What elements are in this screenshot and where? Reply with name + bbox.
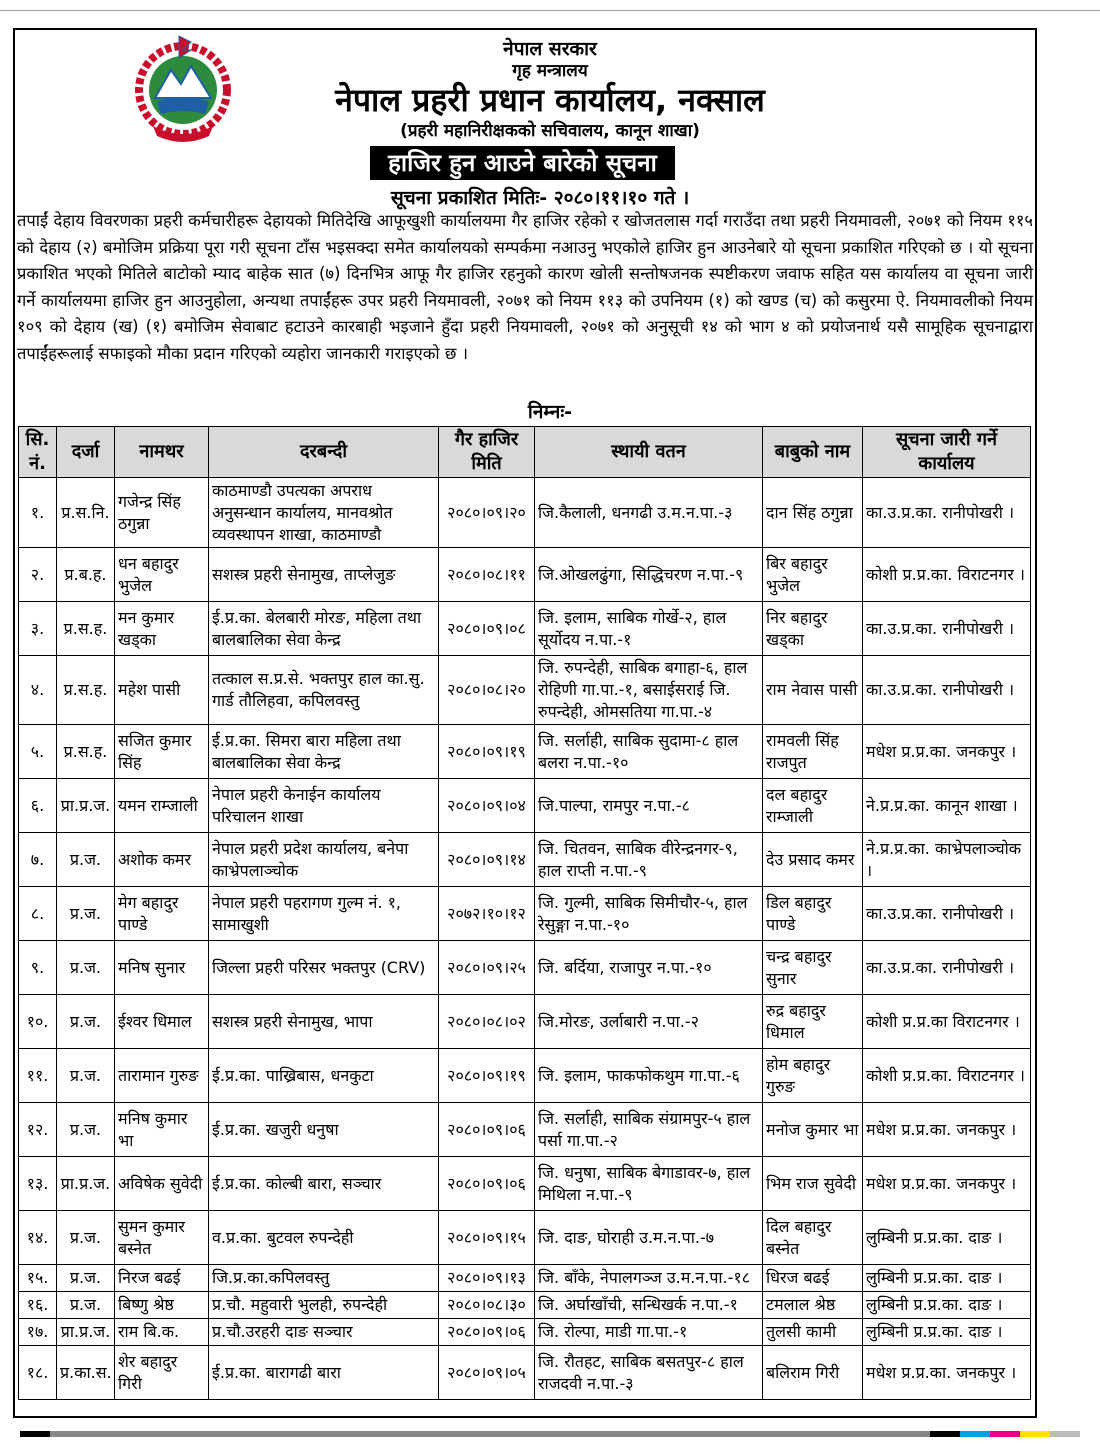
table-cell: ५.: [19, 725, 57, 779]
table-cell: मनिष कुमार भा: [115, 1103, 209, 1157]
table-cell: ने.प्र.प्र.का. कानून शाखा ।: [863, 779, 1031, 833]
table-cell: सशस्त्र प्रहरी सेनामुख, भापा: [209, 995, 439, 1049]
table-cell: जि. सर्लाही, साबिक संग्रामपुर-५ हाल पर्सा गा.पा.-२: [535, 1103, 763, 1157]
col-header: बाबुको नाम: [763, 427, 863, 478]
table-cell: २०८०।०८।२०: [439, 656, 535, 725]
top-rule: [0, 10, 1100, 11]
table-cell: २.: [19, 548, 57, 602]
table-row: [19, 1211, 1031, 1265]
office-title: नेपाल प्रहरी प्रधान कार्यालय, नक्साल: [335, 81, 765, 119]
table-cell: १५.: [19, 1265, 57, 1292]
table-cell: धन बहादुर भुजेल: [115, 548, 209, 602]
table-cell: का.उ.प्र.का. रानीपोखरी ।: [863, 656, 1031, 725]
table-cell: लुम्बिनी प्र.प्र.का. दाङ ।: [863, 1211, 1031, 1265]
table-cell: जि.ओखलढुंगा, सिद्धिचरण न.पा.-९: [535, 548, 763, 602]
table-cell: मनोज कुमार भा: [763, 1103, 863, 1157]
table-cell: ई.प्र.का. खजुरी धनुषा: [209, 1103, 439, 1157]
gov-name: नेपाल सरकार: [503, 38, 597, 60]
table-cell: ९.: [19, 941, 57, 995]
table-cell: ६.: [19, 779, 57, 833]
table-cell: राम नेवास पासी: [763, 656, 863, 725]
table-cell: प्र.ज.: [57, 887, 115, 941]
table-cell: प्र.ज.: [57, 1103, 115, 1157]
table-row: [19, 1157, 1031, 1211]
table-cell: सजित कुमार सिंह: [115, 725, 209, 779]
table-cell: २०८०।०९।०४: [439, 779, 535, 833]
table-cell: प्र.ज.: [57, 995, 115, 1049]
table-cell: १.: [19, 478, 57, 548]
table-cell: ७.: [19, 833, 57, 887]
table-cell: ई.प्र.का. पाख्रिबास, धनकुटा: [209, 1049, 439, 1103]
published-date: सूचना प्रकाशित मितिः- २०८०।११।१० गते ।: [390, 187, 690, 209]
table-cell: प्रा.प्र.ज.: [57, 779, 115, 833]
table-cell: २०८०।०८।३०: [439, 1292, 535, 1319]
table-cell: शेर बहादुर गिरी: [115, 1346, 209, 1400]
table-cell: प्र.स.ह.: [57, 725, 115, 779]
table-cell: ११.: [19, 1049, 57, 1103]
table-cell: दान सिंह ठगुन्ना: [763, 478, 863, 548]
table-cell: नेपाल प्रहरी पहरागण गुल्म नं. १, सामाखुशी: [209, 887, 439, 941]
table-cell: प्र.स.नि.: [57, 478, 115, 548]
table-cell: प्र.ब.ह.: [57, 548, 115, 602]
table-cell: जि. रुपन्देही, साबिक बगाहा-६, हाल रोहिणी गा.पा.-१, बसाईसराई जि. रुपन्देही, ओमसतिया गा.पा.-४: [535, 656, 763, 725]
table-row: [19, 1346, 1031, 1400]
table-cell: व.प्र.का. बुटवल रुपन्देही: [209, 1211, 439, 1265]
table-cell: जि. इलाम, साबिक गोर्खे-२, हाल सूर्योदय न.पा.-१: [535, 602, 763, 656]
table-cell: जि.प्र.का.कपिलवस्तु: [209, 1265, 439, 1292]
table-cell: जि. बाँके, नेपालगञ्ज उ.म.न.पा.-१८: [535, 1265, 763, 1292]
table-cell: जि.मोरङ, उर्लाबारी न.पा.-२: [535, 995, 763, 1049]
table-cell: २०८०।०९।०६: [439, 1319, 535, 1346]
table-cell: बलिराम गिरी: [763, 1346, 863, 1400]
table-cell: जि. धनुषा, साबिक बेगाडावर-७, हाल मिथिला न.पा.-९: [535, 1157, 763, 1211]
col-header: गैर हाजिर मिति: [439, 427, 535, 478]
table-cell: प्र.ज.: [57, 1049, 115, 1103]
table-cell: देउ प्रसाद कमर: [763, 833, 863, 887]
col-header: स्थायी वतन: [535, 427, 763, 478]
table-cell: प्र.ज.: [57, 1265, 115, 1292]
table-cell: तुलसी कामी: [763, 1319, 863, 1346]
table-cell: २०८०।०९।१९: [439, 1049, 535, 1103]
table-cell: २०८०।०९।०५: [439, 1346, 535, 1400]
table-cell: महेश पासी: [115, 656, 209, 725]
below-label: निम्नः-: [527, 401, 573, 423]
table-cell: २०८०।०९।०६: [439, 1157, 535, 1211]
table-cell: डिल बहादुर पाण्डे: [763, 887, 863, 941]
table-cell: सुमन कुमार बस्नेत: [115, 1211, 209, 1265]
table-row: [19, 656, 1031, 725]
table-cell: तत्काल स.प्र.से. भक्तपुर हाल का.सु. गार्ड तौलिहवा, कपिलवस्तु: [209, 656, 439, 725]
table-cell: मधेश प्र.प्र.का. जनकपुर ।: [863, 725, 1031, 779]
table-cell: २०८०।०९।१९: [439, 725, 535, 779]
table-cell: २०७२।१०।१२: [439, 887, 535, 941]
table-cell: रुद्र बहादुर धिमाल: [763, 995, 863, 1049]
table-cell: का.उ.प्र.का. रानीपोखरी ।: [863, 478, 1031, 548]
table-cell: लुम्बिनी प्र.प्र.का. दाङ ।: [863, 1319, 1031, 1346]
table-cell: टमलाल श्रेष्ठ: [763, 1292, 863, 1319]
col-header: सि. नं.: [19, 427, 57, 478]
table-cell: २०८०।०८।११: [439, 548, 535, 602]
table-cell: ४.: [19, 656, 57, 725]
table-cell: होम बहादुर गुरुङ: [763, 1049, 863, 1103]
print-color-bar: [20, 1431, 1080, 1437]
table-row: [19, 779, 1031, 833]
table-cell: ई.प्र.का. बारागढी बारा: [209, 1346, 439, 1400]
table-cell: तारामान गुरुङ: [115, 1049, 209, 1103]
table-row: [19, 995, 1031, 1049]
table-cell: ईश्वर धिमाल: [115, 995, 209, 1049]
col-header: दरबन्दी: [209, 427, 439, 478]
table-cell: चन्द्र बहादुर सुनार: [763, 941, 863, 995]
table-cell: १७.: [19, 1319, 57, 1346]
table-cell: कोशी प्र.प्र.का विराटनगर ।: [863, 995, 1031, 1049]
table-cell: का.उ.प्र.का. रानीपोखरी ।: [863, 602, 1031, 656]
table-cell: ई.प्र.का. कोल्बी बारा, सञ्चार: [209, 1157, 439, 1211]
table-cell: प्र.चौ.उरहरी दाङ सञ्चार: [209, 1319, 439, 1346]
table-cell: ई.प्र.का. बेलबारी मोरङ, महिला तथा बालबालिका सेवा केन्द्र: [209, 602, 439, 656]
notice-body: तपाईं देहाय विवरणका प्रहरी कर्मचारीहरू देहायको मितिदेखि आफूखुशी कार्यालयमा गैर हाजिर रहेको र खोजतलास गर्दा गराउँदा तथा प्रहरी नियमावली, २०७१ को नियम ११५ को देहाय (२) बमोजिम प्रक्रिया पूरा गरी सूचना टाँस भइसक्दा समेत कार्यालयको सम्पर्कमा नआउनु भएकोले हाजिर हुन आउनेबारे यो सूचना प्रकाशित गरिएको छ । यो सूचना प्रकाशित भएको मितिले बाटोको म्याद बाहेक सात (७) दिनभित्र आफू गैर हाजिर रहनुको कारण खोली सन्तोषजनक स्पष्टीकरण जवाफ सहित यस कार्यालय वा सूचना जारी गर्ने कार्यालयमा हाजिर हुन आउनुहोला, अन्यथा तपाईंहरू उपर प्रहरी नियमावली, २०७१ को नियम ११३ को उपनियम (१) को खण्ड (च) को कसुरमा ऐ. नियमावलीको नियम १०९ को देहाय (ख) (१) बमोजिम सेवाबाट हटाउने कारबाही भइजाने हुँदा प्रहरी नियमावली, २०७१ को अनुसूची १४ को भाग ४ को प्रयोजनार्थ यसै सामूहिक सूचनाद्वारा तपाईंहरूलाई सफाइको मौका प्रदान गरिएको व्यहोरा जानकारी गराइएको छ ।: [17, 211, 1033, 363]
table-cell: जि. रौतहट, साबिक बसतपुर-८ हाल राजदवी न.पा.-३: [535, 1346, 763, 1400]
table-cell: भिम राज सुवेदी: [763, 1157, 863, 1211]
table-cell: जि. चितवन, साबिक वीरेन्द्रनगर-९, हाल राप्ती न.पा.-९: [535, 833, 763, 887]
table-cell: मधेश प्र.प्र.का. जनकपुर ।: [863, 1157, 1031, 1211]
table-row: [19, 887, 1031, 941]
table-cell: जि. सर्लाही, साबिक सुदामा-८ हाल बलरा न.पा.-१०: [535, 725, 763, 779]
table-cell: निरज बढई: [115, 1265, 209, 1292]
table-cell: ई.प्र.का. सिमरा बारा महिला तथा बालबालिका सेवा केन्द्र: [209, 725, 439, 779]
table-row: [19, 1103, 1031, 1157]
table-cell: निर बहादुर खड्का: [763, 602, 863, 656]
table-cell: लुम्बिनी प्र.प्र.का. दाङ ।: [863, 1292, 1031, 1319]
table-cell: बिष्णु श्रेष्ठ: [115, 1292, 209, 1319]
table-row: [19, 1265, 1031, 1292]
table-cell: प्र.ज.: [57, 1211, 115, 1265]
ministry-name: गृह मन्त्रालय: [512, 61, 588, 81]
table-row: [19, 1319, 1031, 1346]
table-cell: धिरज बढई: [763, 1265, 863, 1292]
table-cell: प्र.का.स.: [57, 1346, 115, 1400]
table-cell: बिर बहादुर भुजेल: [763, 548, 863, 602]
table-row: [19, 725, 1031, 779]
table-row: [19, 833, 1031, 887]
table-cell: मधेश प्र.प्र.का. जनकपुर ।: [863, 1103, 1031, 1157]
table-cell: १३.: [19, 1157, 57, 1211]
table-cell: नेपाल प्रहरी प्रदेश कार्यालय, बनेपा काभ्रेपलाञ्चोक: [209, 833, 439, 887]
table-row: [19, 602, 1031, 656]
table-cell: का.उ.प्र.का. रानीपोखरी ।: [863, 941, 1031, 995]
table-cell: प्र.स.ह.: [57, 602, 115, 656]
table-cell: जिल्ला प्रहरी परिसर भक्तपुर (CRV): [209, 941, 439, 995]
table-row: [19, 1049, 1031, 1103]
table-cell: ८.: [19, 887, 57, 941]
table-cell: जि. अर्घाखाँची, सन्धिखर्क न.पा.-१: [535, 1292, 763, 1319]
col-header: नामथर: [115, 427, 209, 478]
col-header: सूचना जारी गर्ने कार्यालय: [863, 427, 1031, 478]
table-cell: मधेश प्र.प्र.का. जनकपुर ।: [863, 1346, 1031, 1400]
table-cell: रामवली सिंह राजपुत: [763, 725, 863, 779]
table-cell: प्र.ज.: [57, 1292, 115, 1319]
table-cell: राम बि.क.: [115, 1319, 209, 1346]
table-cell: २०८०।०९।२५: [439, 941, 535, 995]
table-cell: २०८०।०८।०२: [439, 995, 535, 1049]
table-cell: २०८०।०९।१४: [439, 833, 535, 887]
table-cell: दल बहादुर राम्जाली: [763, 779, 863, 833]
table-cell: जि. दाङ, घोराही उ.म.न.पा.-७: [535, 1211, 763, 1265]
notice-title-banner: हाजिर हुन आउने बारेको सूचना: [370, 146, 675, 180]
absentee-table: [18, 426, 1031, 1400]
table-cell: १८.: [19, 1346, 57, 1400]
table-cell: २०८०।०९।०६: [439, 1103, 535, 1157]
table-cell: प्र.ज.: [57, 833, 115, 887]
table-cell: गजेन्द्र सिंह ठगुन्ना: [115, 478, 209, 548]
table-row: [19, 1292, 1031, 1319]
nepal-emblem-icon: [135, 32, 231, 148]
table-cell: जि. बर्दिया, राजापुर न.पा.-१०: [535, 941, 763, 995]
table-row: [19, 478, 1031, 548]
table-cell: प्रा.प्र.ज.: [57, 1157, 115, 1211]
table-cell: यमन राम्जाली: [115, 779, 209, 833]
table-cell: कोशी प्र.प्र.का. विराटनगर ।: [863, 1049, 1031, 1103]
table-row: [19, 941, 1031, 995]
table-cell: प्रा.प्र.ज.: [57, 1319, 115, 1346]
table-cell: मन कुमार खड्का: [115, 602, 209, 656]
table-cell: ३.: [19, 602, 57, 656]
table-cell: २०८०।०९।१५: [439, 1211, 535, 1265]
table-cell: १२.: [19, 1103, 57, 1157]
table-header-row: [19, 427, 1031, 478]
table-cell: नेपाल प्रहरी केनाईन कार्यालय परिचालन शाखा: [209, 779, 439, 833]
table-cell: सशस्त्र प्रहरी सेनामुख, ताप्लेजुङ: [209, 548, 439, 602]
table-cell: लुम्बिनी प्र.प्र.का. दाङ ।: [863, 1265, 1031, 1292]
table-cell: प्र.चौ. महुवारी भुलही, रुपन्देही: [209, 1292, 439, 1319]
table-cell: जि.पाल्पा, रामपुर न.पा.-८: [535, 779, 763, 833]
table-cell: मनिष सुनार: [115, 941, 209, 995]
table-cell: काठमाण्डौ उपत्यका अपराध अनुसन्धान कार्यालय, मानवश्रोत व्यवस्थापन शाखा, काठमाण्डौ: [209, 478, 439, 548]
table-cell: प्र.स.ह.: [57, 656, 115, 725]
table-cell: जि.कैलाली, धनगढी उ.म.न.पा.-३: [535, 478, 763, 548]
table-cell: १६.: [19, 1292, 57, 1319]
table-cell: अशोक कमर: [115, 833, 209, 887]
table-cell: १०.: [19, 995, 57, 1049]
table-cell: १४.: [19, 1211, 57, 1265]
table-cell: २०८०।०९।०८: [439, 602, 535, 656]
table-cell: अविषेक सुवेदी: [115, 1157, 209, 1211]
table-cell: प्र.ज.: [57, 941, 115, 995]
table-cell: ने.प्र.प्र.का. काभ्रेपलाञ्चोक ।: [863, 833, 1031, 887]
table-cell: का.उ.प्र.का. रानीपोखरी ।: [863, 887, 1031, 941]
table-row: [19, 548, 1031, 602]
table-cell: जि. इलाम, फाकफोकथुम गा.पा.-६: [535, 1049, 763, 1103]
table-cell: दिल बहादुर बस्नेत: [763, 1211, 863, 1265]
table-cell: २०८०।०९।१३: [439, 1265, 535, 1292]
table-cell: जि. रोल्पा, माडी गा.पा.-१: [535, 1319, 763, 1346]
table-cell: जि. गुल्मी, साबिक सिमीचौर-५, हाल रेसुङ्गा न.पा.-१०: [535, 887, 763, 941]
table-cell: मेग बहादुर पाण्डे: [115, 887, 209, 941]
table-cell: कोशी प्र.प्र.का. विराटनगर ।: [863, 548, 1031, 602]
table-cell: २०८०।०९।२०: [439, 478, 535, 548]
col-header: दर्जा: [57, 427, 115, 478]
division-name: (प्रहरी महानिरीक्षकको सचिवालय, कानून शाखा): [400, 121, 700, 141]
